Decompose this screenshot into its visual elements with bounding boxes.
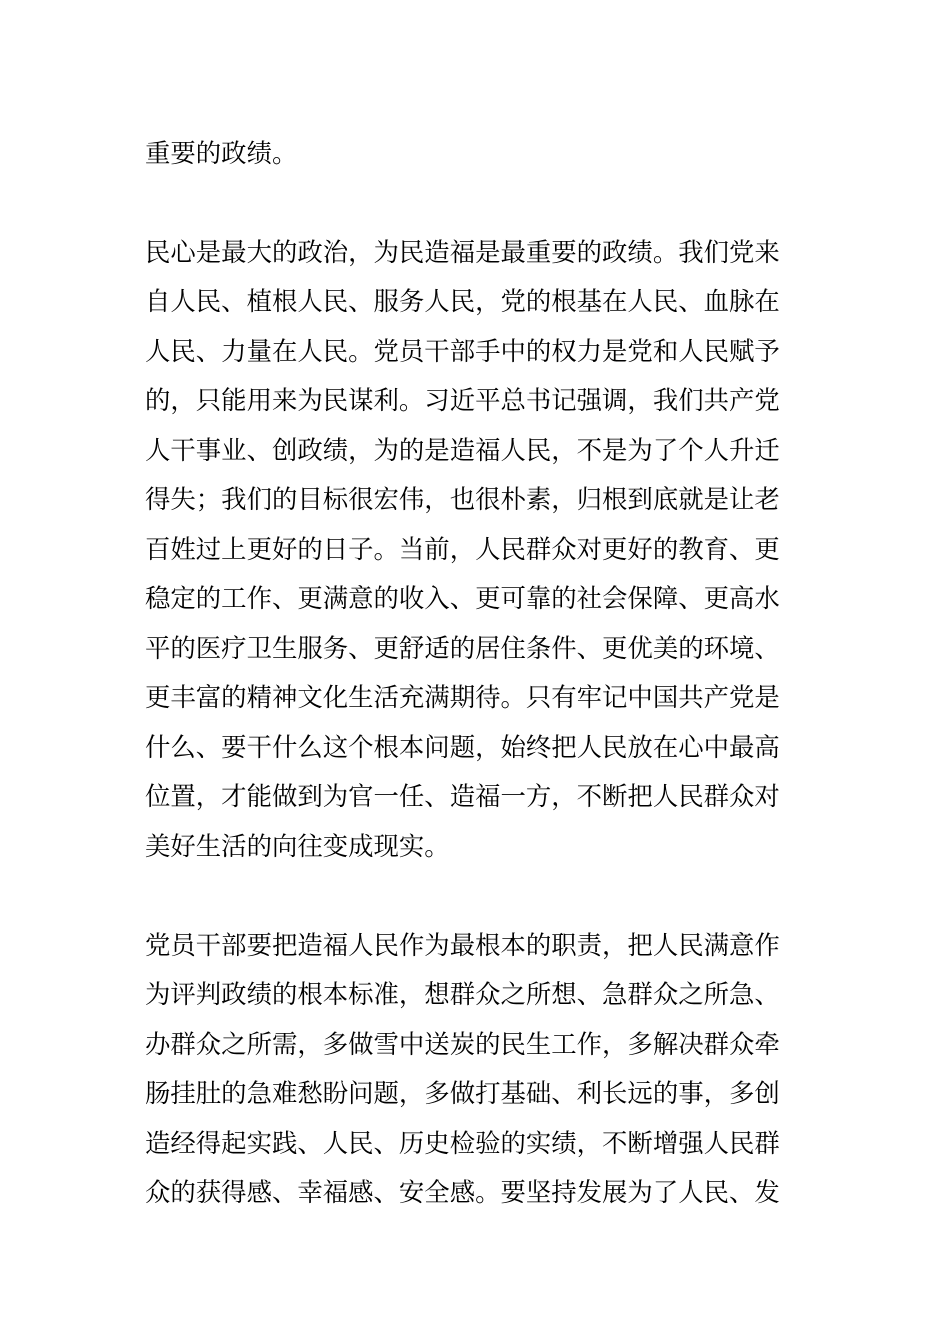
paragraph-2-line-2: 自人民、植根人民、服务人民，党的根基在人民、血脉在 bbox=[145, 286, 780, 316]
paragraph-2-line-8: 稳定的工作、更满意的收入、更可靠的社会保障、更高水 bbox=[145, 583, 780, 613]
paragraph-2-line-6: 得失；我们的目标很宏伟，也很朴素，归根到底就是让老 bbox=[145, 484, 780, 514]
paragraph-3-line-2: 为评判政绩的根本标准，想群众之所想、急群众之所急、 bbox=[145, 979, 780, 1009]
paragraph-1-line-1: 重要的政绩。 bbox=[145, 138, 298, 168]
paragraph-2-line-7: 百姓过上更好的日子。当前，人民群众对更好的教育、更 bbox=[145, 534, 780, 564]
paragraph-2-line-10: 更丰富的精神文化生活充满期待。只有牢记中国共产党是 bbox=[145, 682, 780, 712]
paragraph-2-line-12: 位置，才能做到为官一任、造福一方，不断把人民群众对 bbox=[145, 781, 780, 811]
paragraph-3-line-4: 肠挂肚的急难愁盼问题，多做打基础、利长远的事，多创 bbox=[145, 1078, 780, 1108]
paragraph-3-line-6: 众的获得感、幸福感、安全感。要坚持发展为了人民、发 bbox=[145, 1177, 780, 1207]
paragraph-3-line-3: 办群众之所需，多做雪中送炭的民生工作，多解决群众牵 bbox=[145, 1029, 780, 1059]
paragraph-2-line-9: 平的医疗卫生服务、更舒适的居住条件、更优美的环境、 bbox=[145, 633, 780, 663]
paragraph-3-line-5: 造经得起实践、人民、历史检验的实绩，不断增强人民群 bbox=[145, 1128, 780, 1158]
paragraph-2-line-11: 什么、要干什么这个根本问题，始终把人民放在心中最高 bbox=[145, 732, 780, 762]
paragraph-2-line-5: 人干事业、创政绩，为的是造福人民，不是为了个人升迁 bbox=[145, 435, 780, 465]
paragraph-3-line-1: 党员干部要把造福人民作为最根本的职责，把人民满意作 bbox=[145, 930, 780, 960]
paragraph-2-line-4: 的，只能用来为民谋利。习近平总书记强调，我们共产党 bbox=[145, 385, 780, 415]
paragraph-2-line-3: 人民、力量在人民。党员干部手中的权力是党和人民赋予 bbox=[145, 336, 780, 366]
paragraph-2-line-13: 美好生活的向往变成现实。 bbox=[145, 831, 450, 861]
paragraph-2-line-1: 民心是最大的政治，为民造福是最重要的政绩。我们党来 bbox=[145, 237, 780, 267]
